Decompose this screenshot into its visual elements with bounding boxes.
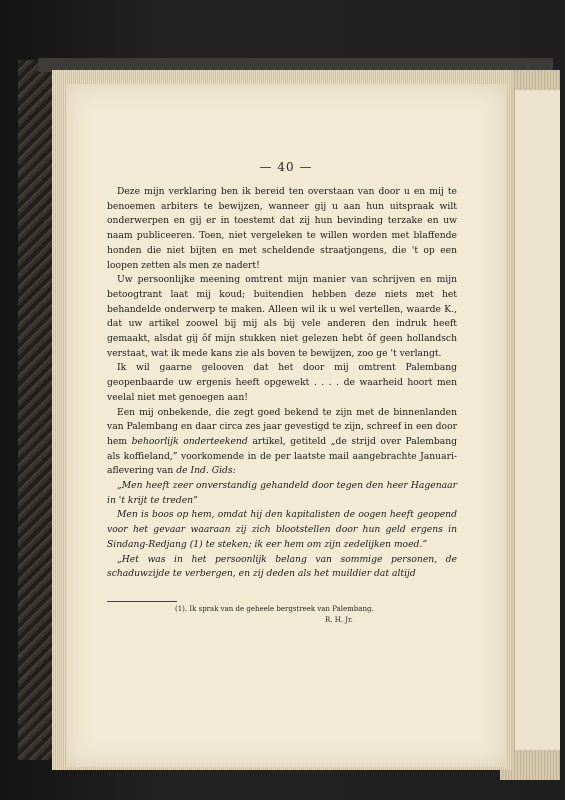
quote-paragraph: Men is boos op hem, omdat hij den kapitalisten de oogen heeft geopend voor het gevaar waaraan zij zich blootstellen door hun geld ergens in Sindang-Redjang (1) te steken; ik eer hem om zijn zedelijken moed.” — [107, 509, 457, 550]
quote-paragraph: „Men heeft zeer onverstandig gehandeld door tegen den heer Hagenaar in 't krijt te treden” — [107, 480, 457, 506]
page-number: — 40 — — [259, 160, 313, 174]
footnote-text: (1). Ik sprak van de geheele bergstreek van Palembang. — [175, 605, 374, 613]
paragraph: Een mij onbekende, die zegt goed bekend te zijn met de binnenlanden van Palembang en daar circa zes jaar gevestigd te zijn, schreef in een door hem behoorlijk onderteekend artikel, getiteld „de strijd over Palembang als koffieland,” voorkomende in de per laatste mail aangebrachte Januari-aflevering van de Ind. Gids: — [107, 406, 458, 477]
quote-paragraph: „Het was in het persoonlijk belang van sommige personen, de schaduwzijde te verbergen, en zij deden als het muildier dat altijd — [107, 553, 457, 580]
paragraph: Uw persoonlijke meening omtrent mijn manier van schrijven en mijn betoogtrant laat mij koud; buitendien hebben deze niets met het behandelde onderwerp te maken. Alleen wil ik u wel vertellen, waarde K., dat uw artikel zoowel bij mij als bij vele anderen den indruk heeft gemaakt, alsdat gij ôf mijn stukken niet gelezen hebt ôf geen hollandsch verstaat, wat ik mede kans zie als boven te bewijzen, zoo ge 't verlangt. — [107, 274, 457, 359]
paragraph: Ik wil gaarne gelooven dat het door mij omtrent Palembang geopenbaarde uw ergenis heeft opgewekt . . . . de waarheid hoort men veelal niet met genoegen aan! — [107, 362, 457, 403]
paragraph: Deze mijn verklaring ben ik bereid ten overstaan van door u en mij te benoemen arbiters te bewijzen, wanneer gij u aan hun uitspraak wilt onderwerpen en gij er in toestemt dat zij hun bevinding terzake en uw naam publiceeren. Toen, niet vergeleken te willen worden met blaffende honden die niet bijten en met scheldende straatjongens, die 't op een loopen zetten als men ze nadert! — [107, 186, 457, 271]
page-body — [107, 185, 457, 582]
footnote — [175, 604, 455, 626]
footnote-rule — [107, 601, 177, 602]
facing-page — [515, 90, 560, 750]
footnote-signature: R. H. Jr. — [325, 616, 353, 624]
